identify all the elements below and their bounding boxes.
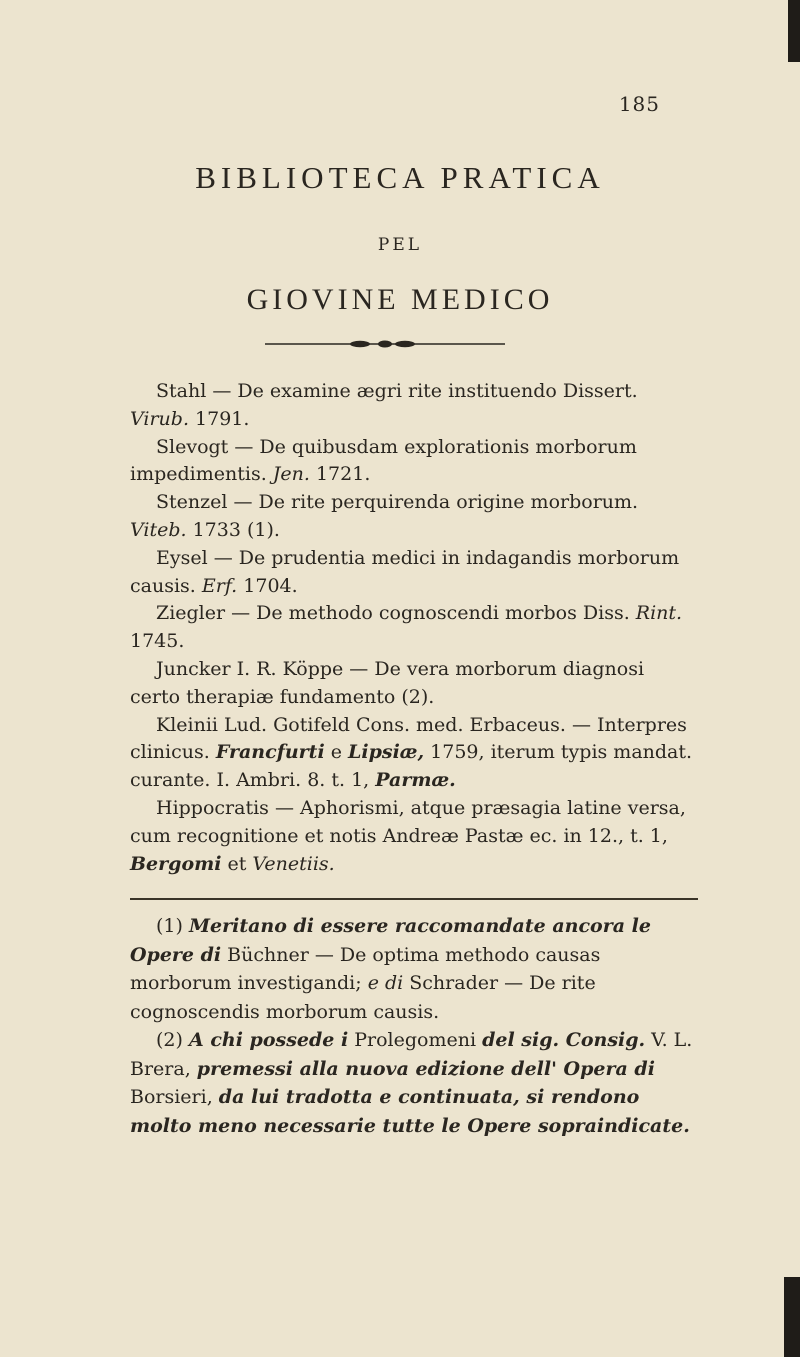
footnote: (2) A chi possede i Prolegomeni del sig. Consig. V. L. Brera, premessi alla nuova edizione dell' Opera di Borsieri, da lui tradotta e continuata, si rendono molto meno necessarie tutte le Opere sopraindicate. (130, 1029, 693, 1137)
title-line-2: PEL (377, 235, 423, 255)
page-edge-shadow-top (788, 0, 800, 62)
bibliography-entry: Juncker I. R. Köppe — De vera morborum diagnosi certo therapiæ fundamento (2). (130, 657, 645, 708)
title-line-1: BIBLIOTECA PRATICA (195, 160, 605, 195)
ornament-divider (265, 340, 505, 348)
footnote-separator (130, 898, 698, 900)
bibliography-entry: Ziegler — De methodo cognoscendi morbos Diss. Rint. 1745. (130, 602, 683, 653)
bibliography-entries (130, 378, 698, 878)
title-line-3: GIOVINE MEDICO (246, 283, 554, 316)
bibliography-entry: Eysel — De prudentia medici in indagandis morborum causis. Erf. 1704. (130, 546, 680, 597)
bibliography-entry: Slevogt — De quibusdam explorationis morborum impedimentis. Jen. 1721. (130, 435, 637, 486)
bibliography-entry: Stenzel — De rite perquirenda origine morborum. Viteb. 1733 (1). (130, 491, 639, 541)
page-number: 185 (618, 92, 660, 116)
page-edge-shadow-bottom (784, 1277, 800, 1357)
footnote: (1) Meritano di essere raccomandate ancora le Opere di Büchner — De optima methodo causas morborum investigandi; e di Schrader — De rite cognoscendis morborum causis. (130, 915, 651, 1023)
bibliography-entry: Stahl — De examine ægri rite instituendo Dissert. Virub. 1791. (130, 380, 638, 430)
footnotes (130, 912, 698, 1140)
bibliography-entry: Kleinii Lud. Gotifeld Cons. med. Erbaceus. — Interpres clinicus. Francfurti e Lipsiæ, 1759, iterum typis mandat. curante. I. Ambri. 8. t. 1, Parmæ. (130, 713, 693, 792)
bibliography-entry: Hippocratis — Aphorismi, atque præsagia latine versa, cum recognitione et notis Andreæ Pastæ ec. in 12., t. 1, Bergomi et Venetiis. (130, 796, 686, 875)
